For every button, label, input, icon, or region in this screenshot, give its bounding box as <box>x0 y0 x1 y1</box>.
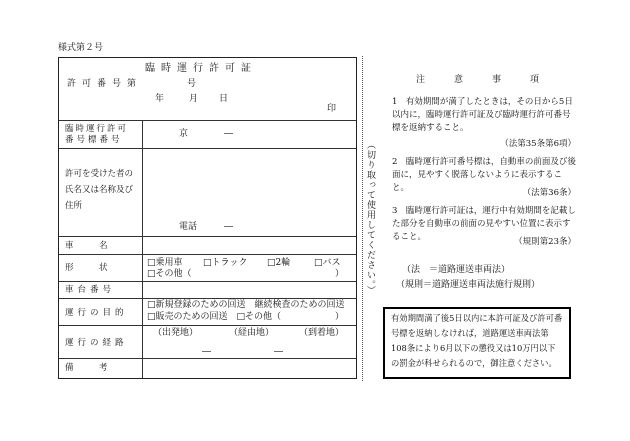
type-option-car[interactable]: □乗用車 <box>147 258 183 268</box>
note-item-3-ref: （規則第23条） <box>514 237 576 247</box>
holder-label-1: 許可を受けた者の <box>65 169 134 179</box>
type-option-truck[interactable]: □トラック <box>203 258 248 268</box>
note-item-3: 3 臨時運行許可証は，運行中有効期間を記載した部分を自動車の前面の見やすい位置に表示すること。 <box>392 206 576 242</box>
form-number-label: 様式第２号 <box>58 43 104 53</box>
holder-label-3: 住所 <box>65 201 83 211</box>
plate-number-label-1: 臨時運行許可 <box>65 124 129 134</box>
notes-heading: 注 意 事 項 <box>416 75 550 85</box>
body-type-label: 形 状 <box>65 263 108 273</box>
route-origin: （出発地） <box>153 328 199 338</box>
penalty-warning-text: 有効期間満了後5日以内に本許可証及び許可番号標を返納しなければ，道路運送車両法第108条により6月以下の懲役又は10万円以下の罰金が科せられるので，御注意ください。 <box>391 313 563 368</box>
note-item-1-ref: （法第35条第6項） <box>500 139 576 149</box>
plate-number-label-2: 番号標番号 <box>65 135 123 145</box>
type-other-close: ） <box>335 269 345 279</box>
note-item-2-ref: （法第36条） <box>522 188 576 198</box>
date-month: 月 <box>189 94 199 104</box>
law-abbrev-2: （規則＝道路運送車両法施行規則） <box>396 280 541 290</box>
chassis-number-label: 車台番号 <box>65 285 116 295</box>
seal-mark: 印 <box>327 104 337 114</box>
purpose-option-registration[interactable]: □新規登録のための回送 継続検査のための回送 <box>147 300 345 310</box>
permit-number-label: 許可番号第 <box>67 79 143 89</box>
route-label: 運行の経路 <box>65 338 128 348</box>
note-item-2: 2 臨時運行許可番号標は，自動車の前面及び後面に，見やすく脱落しないように表示すること。 <box>392 157 576 193</box>
temporary-operation-permit <box>58 57 357 379</box>
remarks-label: 備 考 <box>65 363 108 373</box>
date-year: 年 <box>155 94 165 104</box>
cut-instruction: （切り取って使用してください。） <box>365 140 375 296</box>
route-dash-2: ― <box>274 347 283 357</box>
date-day: 日 <box>219 94 229 104</box>
holder-label-2: 氏名又は名称及び <box>65 185 134 195</box>
note-item-1: 1 有効期間が満了したときは，その日から5日以内に，臨時運行許可証及び臨時運行許可番号標を返納すること。 <box>392 97 573 133</box>
route-dash-1: ― <box>202 347 211 357</box>
route-via: （経由地） <box>229 328 275 338</box>
penalty-warning-box <box>383 307 571 379</box>
type-option-motorcycle[interactable]: □2輪 <box>267 258 291 268</box>
plate-number-value: 京 ― <box>179 129 234 139</box>
type-option-bus[interactable]: □バス <box>314 258 341 268</box>
type-option-other[interactable]: □その他（ <box>147 269 192 279</box>
cut-line <box>362 56 363 381</box>
phone-label: 電話 ― <box>179 222 234 232</box>
purpose-other-close: ） <box>335 312 345 322</box>
purpose-option-sale[interactable]: □販売のための回送 □その他（ <box>147 312 282 322</box>
purpose-label: 運行の目的 <box>65 308 128 318</box>
law-abbrev-1: （法 ＝道路運送車両法） <box>402 265 511 275</box>
route-destination: （到着地） <box>299 328 345 338</box>
permit-number-suffix: 号 <box>187 79 197 89</box>
certificate-title: 臨時運行許可証 <box>145 63 257 74</box>
vehicle-name-label: 車 名 <box>65 241 108 251</box>
